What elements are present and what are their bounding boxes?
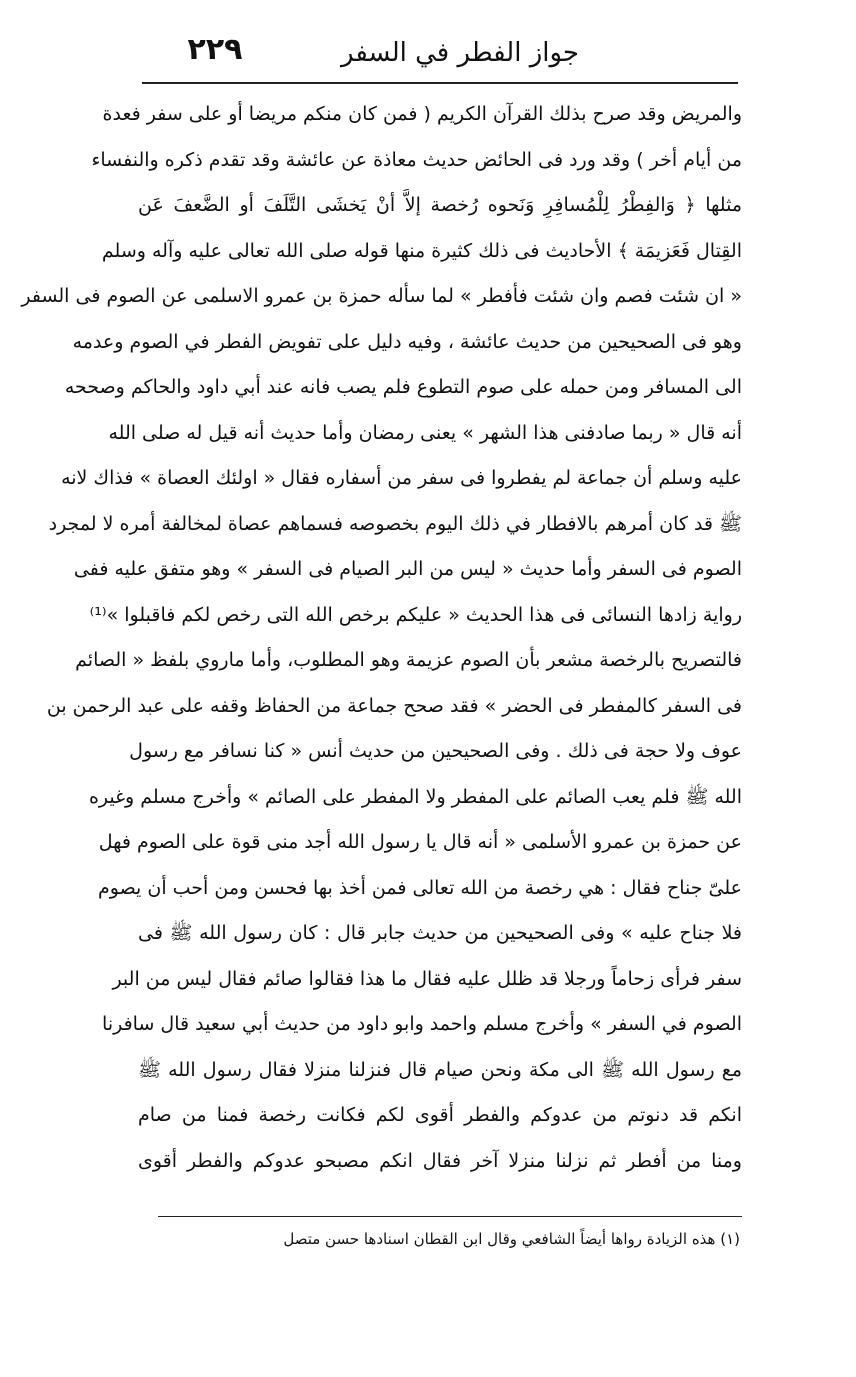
page-number: ٢٢٩ xyxy=(187,32,243,67)
body-text xyxy=(21,92,742,1184)
footnote-rule xyxy=(158,1216,742,1217)
text-line: فى السفر كالمفطر فى الحضر » فقد صحح جماعة من الحفاظ وقفه على عبد الرحمن بن xyxy=(46,694,742,717)
text-line: سفر فرأى زحاماً ورجلا قد ظلل عليه فقال ما هذا فقالوا صائم فقال ليس من البر xyxy=(112,967,742,990)
text-line: انكم قد دنوتم من عدوكم والفطر أقوى لكم فكانت رخصة فمنا من صام xyxy=(138,1104,742,1126)
text-line: مثلها ﴿ وَالفِطْرُ لِلْمُسافِرِ وَنَحوه رُخصة إلاَّ أنْ يَخشَى التَّلَفَ أو الضَّعفَ عَن xyxy=(138,194,742,216)
text-line: ومنا من أفطر ثم نزلنا منزلا آخر فقال انكم مصبحو عدوكم والفطر أقوى xyxy=(138,1149,742,1172)
text-line: فلا جناح عليه » وفى الصحيحين من حديث جابر قال : كان رسول الله ﷺ فى xyxy=(138,922,742,944)
text-line: الله ﷺ فلم يعب الصائم على المفطر ولا المفطر على الصائم » وأخرج مسلم وغيره xyxy=(88,785,742,808)
text-line: علىّ جناح فقال : هي رخصة من الله تعالى فمن أخذ بها فحسن ومن أحب أن يصوم xyxy=(97,876,742,899)
text-line: عن حمزة بن عمرو الأسلمى « أنه قال يا رسول الله أجد منى قوة على الصوم فهل xyxy=(98,831,742,853)
running-title: جواز الفطر في السفر xyxy=(341,38,579,68)
text-line: من أيام أخر ) وقد ورد فى الحائض حديث معاذة عن عائشة وقد تقدم ذكره والنفساء xyxy=(91,148,742,171)
text-line: وهو فى الصحيحين من حديث عائشة ، وفيه دليل على تفويض الفطر في الصوم وعدمه xyxy=(72,330,742,353)
text-line: الصوم في السفر » وأخرج مسلم واحمد وابو داود من حديث أبي سعيد قال سافرنا xyxy=(102,1013,742,1035)
text-line: رواية زادها النسائى فى هذا الحديث « عليكم برخص الله التى رخص لكم فاقبلوا »⁽¹⁾ xyxy=(89,603,742,626)
text-line: القِتال فَعَزيمَة ﴾ الأحاديث فى ذلك كثيرة منها قوله صلى الله تعالى عليه وآله وسلم xyxy=(101,239,742,262)
text-line: فالتصريح بالرخصة مشعر بأن الصوم عزيمة وهو المطلوب، وأما ماروي بلفظ « الصائم xyxy=(75,649,742,671)
header-rule xyxy=(142,82,738,84)
text-line: الى المسافر ومن حمله على صوم التطوع فلم يصب فانه عند أبي داود والحاكم وصححه xyxy=(64,376,742,398)
text-line: « ان شئت فصم وان شئت فأفطر » لما سأله حمزة بن عمرو الاسلمى عن الصوم فى السفر xyxy=(21,285,742,307)
footnote: (١) هذه الزيادة رواها أيضاً الشافعي وقال ابن القطان اسنادها حسن متصل xyxy=(283,1230,740,1248)
text-line: عوف ولا حجة فى ذلك . وفى الصحيحين من حديث أنس « كنا نسافر مع رسول xyxy=(129,740,742,762)
text-line: والمريض وقد صرح بذلك القرآن الكريم ( فمن كان منكم مريضا أو على سفر فعدة xyxy=(102,103,742,125)
text-line: عليه وسلم أن جماعة لم يفطروا فى سفر من أسفاره فقال « اولئك العصاة » فذاك لانه xyxy=(61,467,742,489)
text-line: الصوم فى السفر وأما حديث « ليس من البر الصيام فى السفر » وهو متفق عليه ففى xyxy=(73,558,742,580)
text-line: أنه قال « ربما صادفنى هذا الشهر » يعنى رمضان وأما حديث أنه قيل له صلى الله xyxy=(108,421,742,444)
text-line: ﷺ قد كان أمرهم بالافطار في ذلك اليوم بخصوصه فسماهم عصاة لمخالفة أمره لا لمجرد xyxy=(48,512,742,535)
text-line: مع رسول الله ﷺ الى مكة ونحن صيام قال فنزلنا منزلا فقال رسول الله ﷺ xyxy=(138,1058,742,1081)
page-header xyxy=(140,30,740,80)
